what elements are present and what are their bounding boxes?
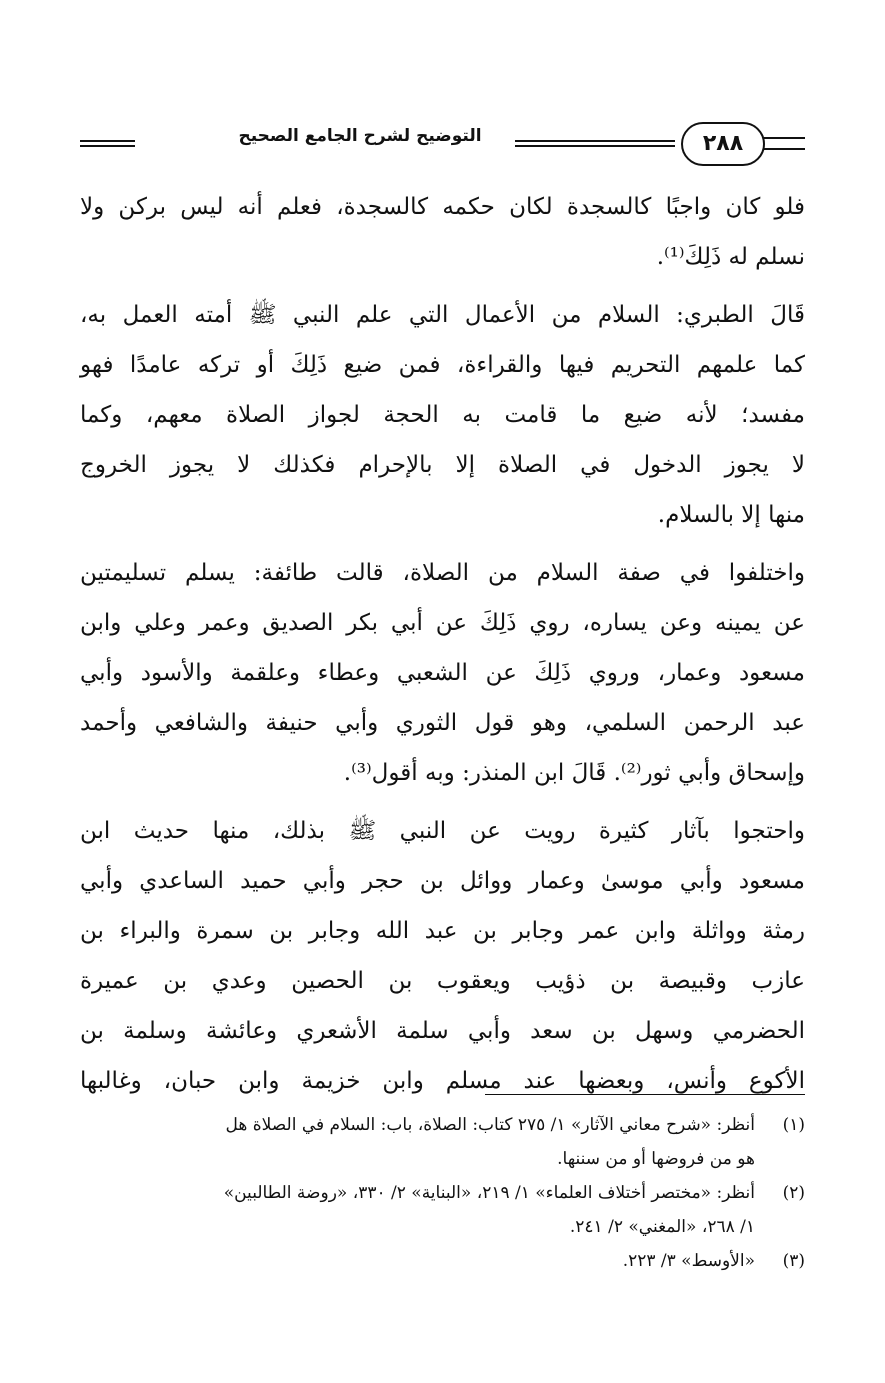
text-line: منها إلا بالسلام. xyxy=(657,502,805,528)
page-number: ٢٨٨ xyxy=(681,122,765,166)
text-line: نسلم له ذَلِكَ⁽¹⁾. xyxy=(656,244,805,270)
text-line: عن يمينه وعن يساره، روي ذَلِكَ عن أبي بكر الصديق وعمر وعلي وابن xyxy=(80,610,805,636)
text-line: واحتجوا بآثار كثيرة رويت عن النبي ﷺ بذلك، منها حديث ابن xyxy=(80,818,805,844)
footnotes xyxy=(80,1108,805,1278)
paragraph xyxy=(80,182,805,282)
header-ornament-right xyxy=(763,137,805,150)
text-line: قَالَ الطبري: السلام من الأعمال التي علم النبي ﷺ أمته العمل به، xyxy=(80,302,805,328)
footnote-number: (٢) xyxy=(782,1183,805,1203)
text-line: عبد الرحمن السلمي، وهو قول الثوري وأبي حنيفة والشافعي وأحمد xyxy=(80,710,805,736)
footnote-line: «الأوسط» ٣/ ٢٢٣. xyxy=(622,1251,755,1271)
text-line: وإسحاق وأبي ثور⁽²⁾. قَالَ ابن المنذر: وبه أقول⁽³⁾. xyxy=(343,760,805,786)
text-line: الحضرمي وسهل بن سعد وأبي سلمة الأشعري وعائشة وسلمة بن xyxy=(80,1018,805,1044)
text-line: مسعود وعمار، وروي ذَلِكَ عن الشعبي وعطاء وعلقمة والأسود وأبي xyxy=(80,660,805,686)
book-title: التوضيح لشرح الجامع الصحيح xyxy=(238,126,482,146)
footnote-number: (٣) xyxy=(782,1251,805,1271)
running-header xyxy=(80,120,805,170)
main-text xyxy=(80,182,805,1106)
header-rule-left xyxy=(80,140,135,147)
footnote-line: هو من فروضها أو من سننها. xyxy=(557,1149,755,1169)
text-line: لا يجوز الدخول في الصلاة إلا بالإحرام فكذلك لا يجوز الخروج xyxy=(80,452,805,478)
text-line: فلو كان واجبًا كالسجدة لكان حكمه كالسجدة، فعلم أنه ليس بركن ولا xyxy=(80,194,805,220)
footnote xyxy=(80,1176,805,1244)
footnote-line: أنظر: «مختصر أختلاف العلماء» ١/ ٢١٩، «البناية» ٢/ ٣٣٠، «روضة الطالبين» xyxy=(223,1183,755,1203)
footnote xyxy=(80,1108,805,1176)
text-line: عازب وقبيصة بن ذؤيب ويعقوب بن الحصين وعدي بن عميرة xyxy=(80,968,805,994)
footnote xyxy=(80,1244,805,1278)
text-line: الأكوع وأنس، وبعضها عند مسلم وابن خزيمة وابن حبان، وغالبها xyxy=(80,1068,805,1094)
text-line: مسعود وأبي موسىٰ وعمار ووائل بن حجر وأبي حميد الساعدي وأبي xyxy=(80,868,805,894)
text-line: مفسد؛ لأنه ضيع ما قامت به الحجة لجواز الصلاة معهم، وكما xyxy=(80,402,805,428)
text-line: كما علمهم التحريم فيها والقراءة، فمن ضيع ذَلِكَ أو تركه عامدًا فهو xyxy=(80,352,805,378)
text-line: واختلفوا في صفة السلام من الصلاة، قالت طائفة: يسلم تسليمتين xyxy=(80,560,805,586)
paragraph xyxy=(80,806,805,1106)
footnote-line: ١/ ٢٦٨، «المغني» ٢/ ٢٤١. xyxy=(569,1217,755,1237)
paragraph xyxy=(80,548,805,798)
footnote-separator xyxy=(485,1094,805,1095)
header-rule xyxy=(515,140,675,147)
footnote-number: (١) xyxy=(782,1115,805,1135)
footnote-line: أنظر: «شرح معاني الآثار» ١/ ٢٧٥ كتاب: الصلاة، باب: السلام في الصلاة هل xyxy=(225,1115,755,1135)
paragraph xyxy=(80,290,805,540)
text-line: رمثة وواثلة وابن عمر وجابر بن عبد الله وجابر بن سمرة والبراء بن xyxy=(80,918,805,944)
